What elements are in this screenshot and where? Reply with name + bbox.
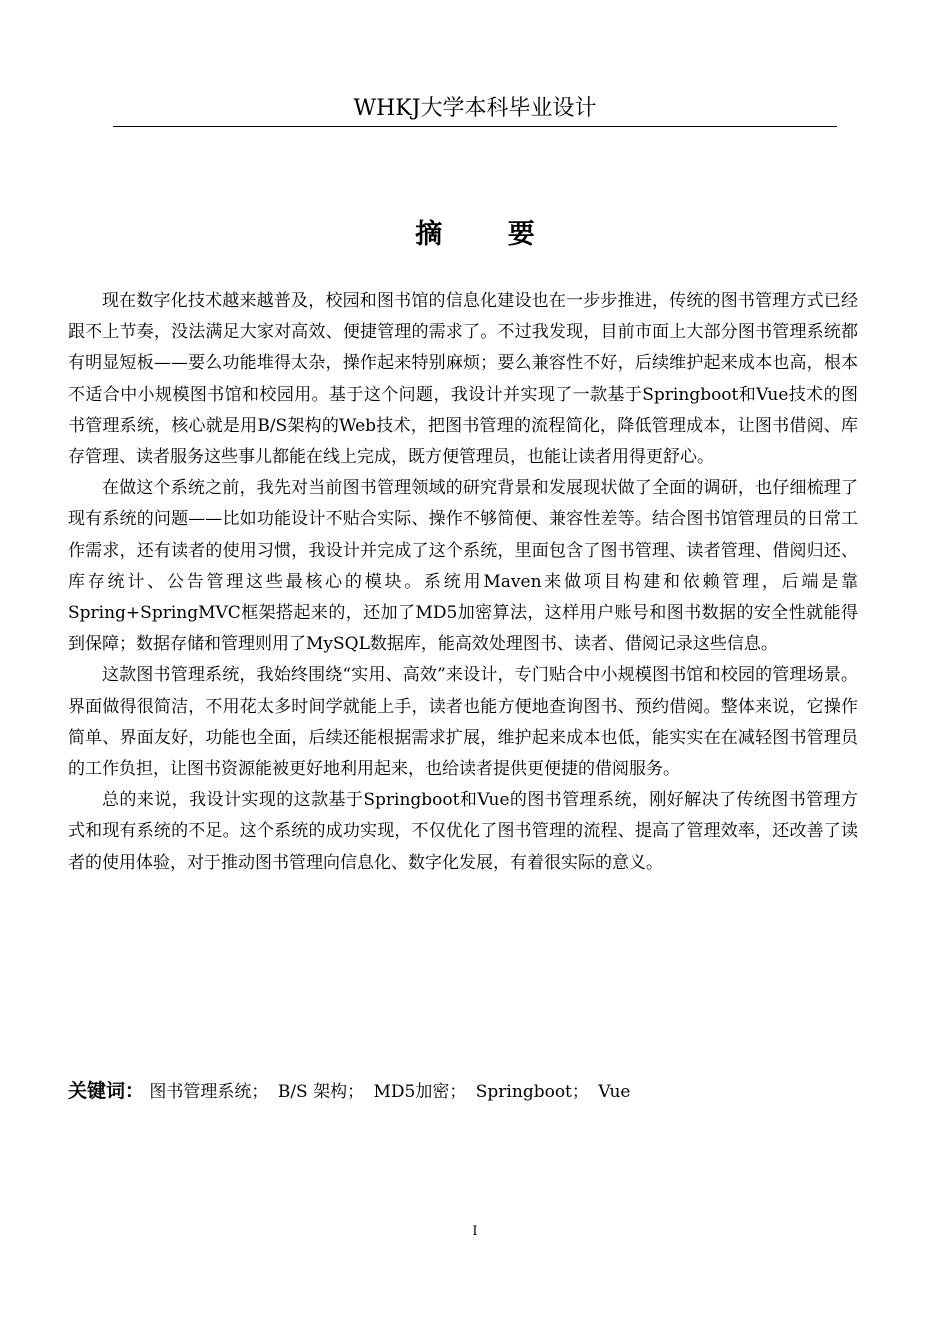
keyword-item: Vue xyxy=(598,1082,631,1102)
keyword-item: B/S 架构； xyxy=(277,1082,365,1102)
abstract-paragraph: 在做这个系统之前，我先对当前图书管理领域的研究背景和发展现状做了全面的调研，也仔细梳理了现有系统的问题——比如功能设计不贴合实际、操作不够简便、兼容性差等。结合图书馆管理员的日常工作需求，还有读者的使用习惯，我设计并完成了这个系统，里面包含了图书管理、读者管理、借阅归还、库存统计、公告管理这些最核心的模块。系统用Maven来做项目构建和依赖管理，后端是靠Spring+SpringMVC框架搭起来的，还加了MD5加密算法，这样用户账号和图书数据的安全性就能得到保障；数据存储和管理则用了MySQL数据库，能高效处理图书、读者、借阅记录这些信息。 xyxy=(68,478,858,655)
header-title: WHKJ大学本科毕业设计 xyxy=(353,96,597,121)
abstract-paragraph: 总的来说，我设计实现的这款基于Springboot和Vue的图书管理系统，刚好解决了传统图书管理方式和现有系统的不足。这个系统的成功实现，不仅优化了图书管理的流程、提高了管理效率，还改善了读者的使用体验，对于推动图书管理向信息化、数字化发展，有着很实际的意义。 xyxy=(68,790,858,873)
keyword-item: 图书管理系统； xyxy=(149,1082,269,1102)
abstract-body xyxy=(68,286,858,879)
page-header xyxy=(113,92,837,127)
keyword-item: Springboot； xyxy=(475,1082,589,1102)
keyword-item: MD5加密； xyxy=(373,1082,467,1102)
page-number: I xyxy=(472,1224,478,1239)
keywords-line xyxy=(68,1076,858,1107)
abstract-title: 摘 要 xyxy=(415,219,563,250)
abstract-paragraph: 这款图书管理系统，我始终围绕“实用、高效”来设计，专门贴合中小规模图书馆和校园的管理场景。界面做得很简洁，不用花太多时间学就能上手，读者也能方便地查询图书、预约借阅。整体来说，它操作简单、界面友好，功能也全面，后续还能根据需求扩展，维护起来成本也低，能实实在在减轻图书管理员的工作负担，让图书资源能被更好地利用起来，也给读者提供更便捷的借阅服务。 xyxy=(68,665,858,780)
keywords-label: 关键词： xyxy=(68,1080,145,1102)
abstract-paragraph: 现在数字化技术越来越普及，校园和图书馆的信息化建设也在一步步推进，传统的图书管理方式已经跟不上节奏，没法满足大家对高效、便捷管理的需求了。不过我发现，目前市面上大部分图书管理系统都有明显短板——要么功能堆得太杂，操作起来特别麻烦；要么兼容性不好，后续维护起来成本也高，根本不适合中小规模图书馆和校园用。基于这个问题，我设计并实现了一款基于Springboot和Vue技术的图书管理系统，核心就是用B/S架构的Web技术，把图书管理的流程简化，降低管理成本，让图书借阅、库存管理、读者服务这些事儿都能在线上完成，既方便管理员，也能让读者用得更舒心。 xyxy=(68,291,858,468)
